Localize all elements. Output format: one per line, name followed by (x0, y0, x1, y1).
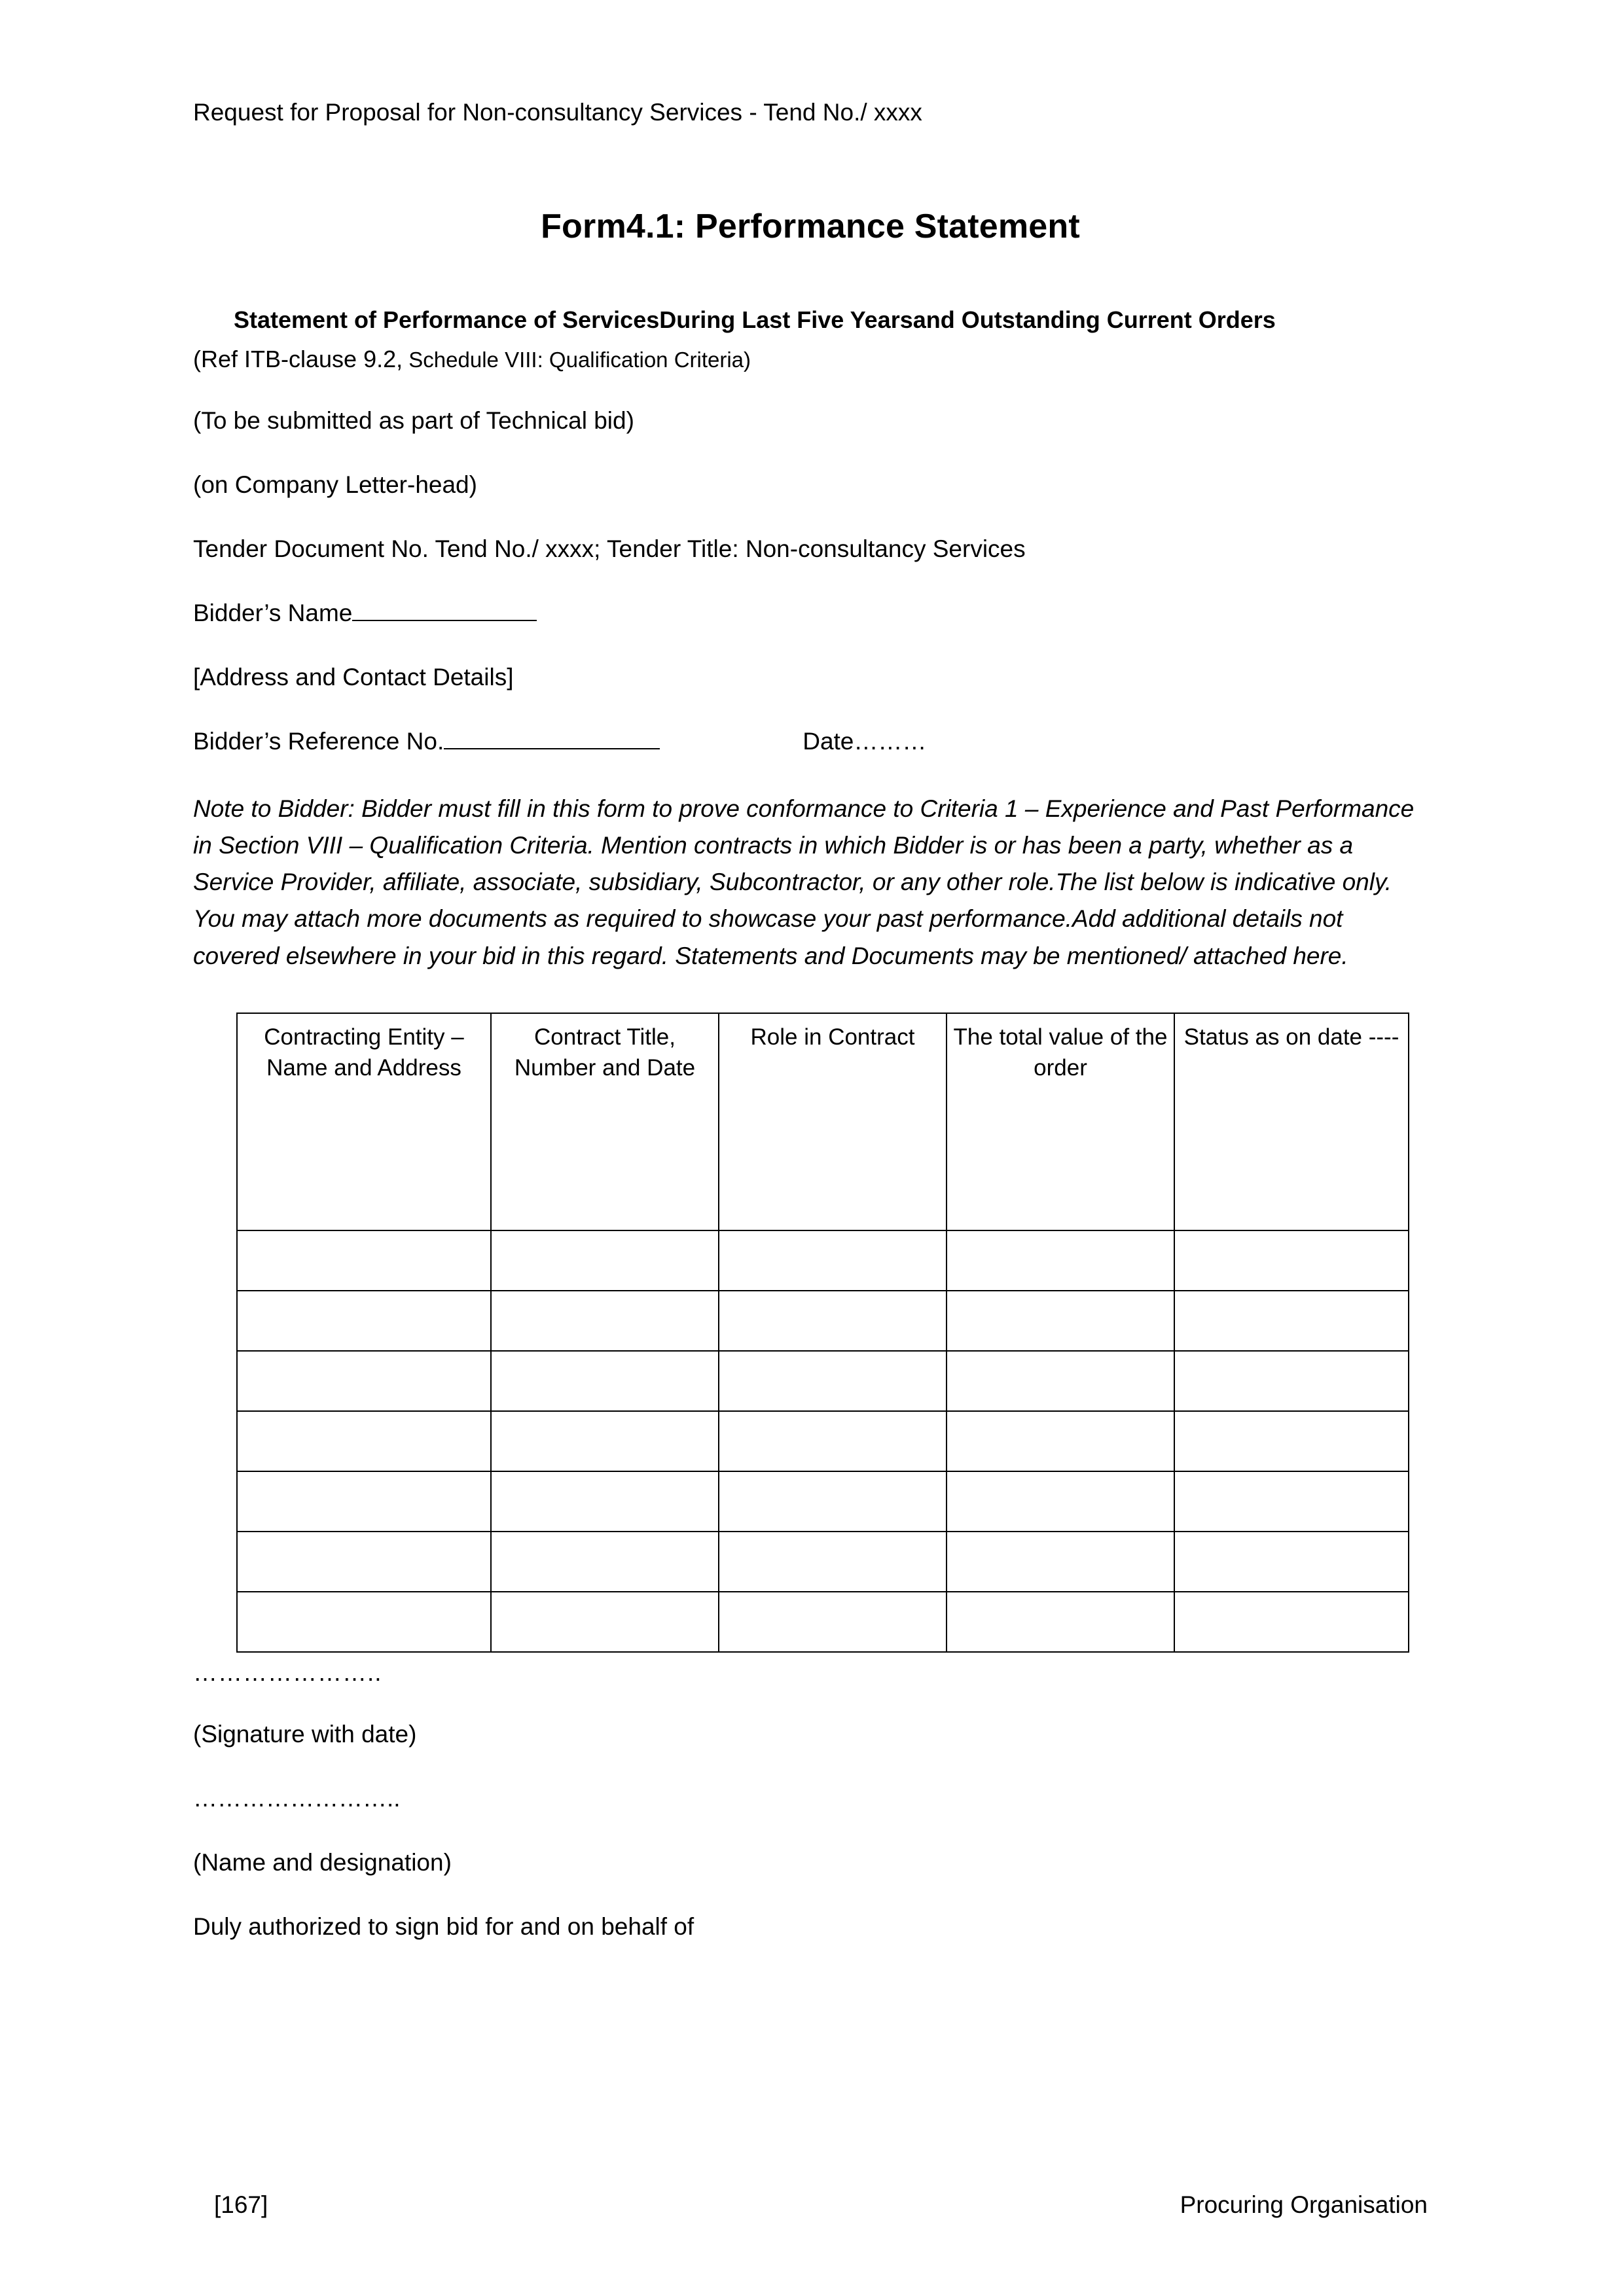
name-dots: …………………….. (193, 1784, 401, 1812)
table-cell[interactable] (947, 1532, 1174, 1592)
bidder-reference-line (193, 694, 1428, 758)
table-cell[interactable] (1174, 1351, 1409, 1411)
table-cell[interactable] (237, 1291, 491, 1351)
bidder-reference-field[interactable] (444, 728, 660, 749)
bidder-name-field[interactable] (352, 600, 537, 621)
table-cell[interactable] (237, 1351, 491, 1411)
table-cell[interactable] (237, 1532, 491, 1592)
table-header-cell: Role in Contract (719, 1013, 947, 1230)
table-header-cell: The total value of the order (947, 1013, 1174, 1230)
table-row (237, 1351, 1409, 1411)
page-number: [167] (214, 2191, 268, 2218)
table-cell[interactable] (237, 1592, 491, 1652)
table-cell[interactable] (719, 1411, 947, 1471)
table-header-cell: Contracting Entity – Name and Address (237, 1013, 491, 1230)
table-cell[interactable] (491, 1411, 719, 1471)
table-cell[interactable] (719, 1291, 947, 1351)
authorization-label: Duly authorized to sign bid for and on behalf of (193, 1912, 695, 1940)
performance-table (236, 1013, 1409, 1653)
table-row (237, 1471, 1409, 1532)
page-footer (193, 2191, 1428, 2219)
table-cell[interactable] (947, 1592, 1174, 1652)
table-cell[interactable] (1174, 1592, 1409, 1652)
table-cell[interactable] (719, 1592, 947, 1652)
table-cell[interactable] (491, 1230, 719, 1291)
table-cell[interactable] (1174, 1411, 1409, 1471)
table-cell[interactable] (1174, 1532, 1409, 1592)
table-header-cell: Status as on date ---- (1174, 1013, 1409, 1230)
table-cell[interactable] (947, 1230, 1174, 1291)
table-cell[interactable] (719, 1230, 947, 1291)
table-cell[interactable] (719, 1471, 947, 1532)
table-header-cell: Contract Title, Number and Date (491, 1013, 719, 1230)
table-cell[interactable] (1174, 1291, 1409, 1351)
table-cell[interactable] (947, 1351, 1174, 1411)
table-header-row (237, 1013, 1409, 1230)
page-title: Form4.1: Performance Statement (541, 207, 1080, 246)
submission-note: (To be submitted as part of Technical bid) (193, 407, 634, 435)
letterhead-note: (on Company Letter-head) (193, 471, 477, 499)
table-cell[interactable] (237, 1411, 491, 1471)
bidder-name-label: Bidder’s Name (193, 599, 353, 626)
form-subtitle: Statement of Performance of ServicesDuring Last Five Yearsand Outstanding Current Orders (234, 306, 1276, 334)
table-cell[interactable] (719, 1532, 947, 1592)
bidder-name-line (193, 565, 1428, 630)
table-cell[interactable] (1174, 1471, 1409, 1532)
table-row (237, 1411, 1409, 1471)
address-line: [Address and Contact Details] (193, 663, 514, 691)
table-cell[interactable] (491, 1291, 719, 1351)
table-cell[interactable] (491, 1532, 719, 1592)
table-cell[interactable] (491, 1471, 719, 1532)
name-designation-label: (Name and designation) (193, 1848, 452, 1876)
table-cell[interactable] (237, 1471, 491, 1532)
table-row (237, 1291, 1409, 1351)
table-cell[interactable] (491, 1592, 719, 1652)
note-to-bidder: Note to Bidder: Bidder must fill in this form to prove conformance to Criteria 1 – Experience and Past Performance in Section VIII – Qualification Criteria. Mention contracts in which Bidder is or has been a party, whether as a Service Provider, affiliate, associate, subsidiary, Subcontractor, or any other role.The list below is indicative only. You may attach more documents as required to showcase your past performance.Add additional details not covered elsewhere in your bid in this regard. Statements and Documents may be mentioned/ attached here. (193, 795, 1415, 969)
table-row (237, 1230, 1409, 1291)
date-label: Date……… (803, 727, 927, 755)
table-cell[interactable] (1174, 1230, 1409, 1291)
table-cell[interactable] (491, 1351, 719, 1411)
table-row (237, 1532, 1409, 1592)
reference-line (193, 346, 1428, 373)
table-cell[interactable] (719, 1351, 947, 1411)
table-cell[interactable] (947, 1411, 1174, 1471)
tender-line: Tender Document No. Tend No./ xxxx; Tender Title: Non-consultancy Services (193, 535, 1026, 562)
footer-organisation: Procuring Organisation (1180, 2191, 1428, 2218)
table-cell[interactable] (237, 1230, 491, 1291)
table-row (237, 1592, 1409, 1652)
running-header: Request for Proposal for Non-consultancy Services - Tend No./ xxxx (193, 99, 922, 126)
table-cell[interactable] (947, 1471, 1174, 1532)
reference-suffix: Schedule VIII: Qualification Criteria) (403, 348, 751, 372)
table-cell[interactable] (947, 1291, 1174, 1351)
signature-label: (Signature with date) (193, 1720, 417, 1748)
reference-prefix: (Ref ITB-clause 9.2, (193, 346, 403, 373)
signature-dots: ………………….. (193, 1659, 382, 1686)
bidder-reference-label: Bidder’s Reference No. (193, 727, 444, 755)
